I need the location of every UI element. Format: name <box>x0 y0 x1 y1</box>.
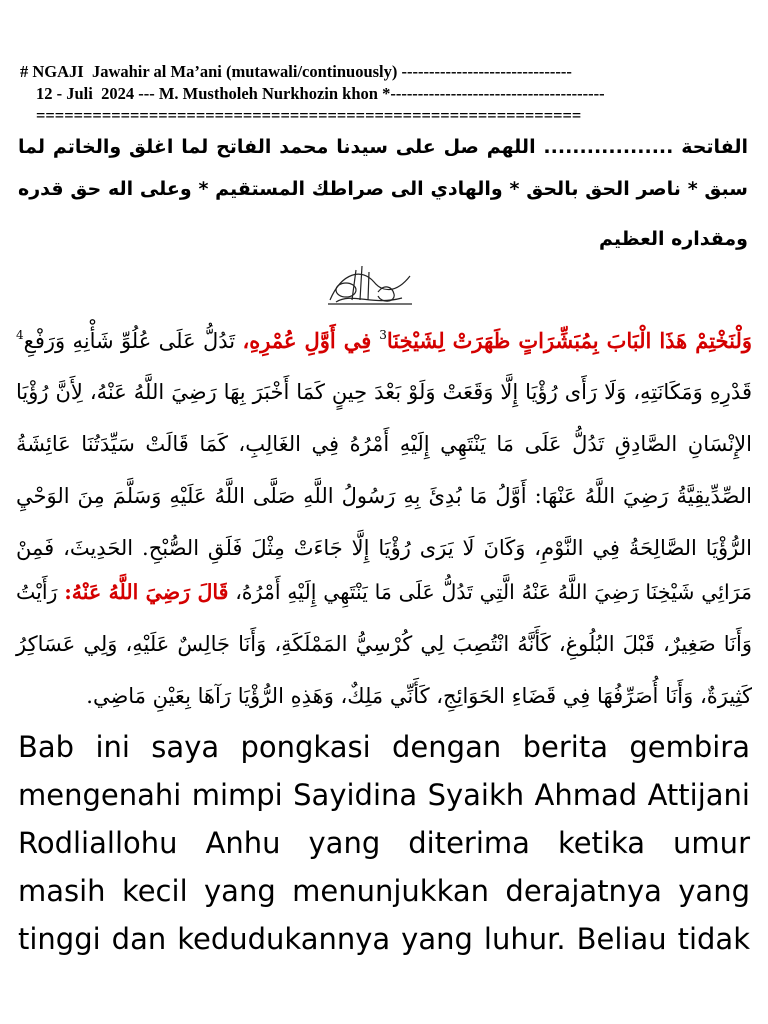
arabic-line-4: الصِّدِّيقِيَّةُ رَضِيَ اللَّهُ عَنْهَا: أَوَّلُ مَا بُدِئَ بِهِ رَسُولُ اللَّهِ صَلَّى اللَّهُ عَلَيْهِ وَسَلَّمَ مِنَ الوَحْيِ <box>16 484 752 508</box>
translation-line-1: Bab ini saya pongkasi dengan berita gembira <box>18 730 750 764</box>
arabic-line-5: الرُّؤْيَا الصَّالِحَةُ فِي النَّوْمِ، وَكَانَ لَا يَرَى رُؤْيَا إِلَّا جَاءَتْ مِثْلَ فَلَقِ الصُّبْحِ. الحَدِيثَ، فَمِنْ <box>16 536 752 560</box>
translation-line-4: masih kecil yang menunjukkan derajatnya yang <box>18 874 750 908</box>
quote-intro: قَالَ رَضِيَ اللَّهُ عَنْهُ: <box>64 580 229 604</box>
arabic-line-6-a: مَرَائِي شَيْخِنَا رَضِيَ اللَّهُ عَنْهُ الَّتِي تَدُلُّ عَلَى مَا يَنْتَهِي إِلَيْهِ أَمْرُهُ، <box>228 580 752 604</box>
header-line-1: # NGAJI Jawahir al Ma’ani (mutawali/continuously) ------------------------------- <box>20 62 572 81</box>
arabic-line-7: وَأَنَا صَغِيرٌ، قَبْلَ البُلُوغِ، كَأَنَّهُ انْتُصِبَ لِي كُرْسِيُّ المَمْلَكَةِ، وَأَنَا جَالِسٌ عَلَيْهِ، وَلِي عَسَاكِرُ <box>16 632 752 656</box>
salawat-line-2: سبق * ناصر الحق بالحق * والهادي الى صراطك المستقيم * وعلى اله حق قدره <box>18 178 748 200</box>
salawat-line-1: الفاتحة .................. اللهم صل على سيدنا محمد الفاتح لما اغلق والخاتم لما <box>18 136 748 158</box>
footnote-4: 4 <box>16 328 24 342</box>
header-line-2: 12 - Juli 2024 --- M. Mustholeh Nurkhozin khon *--------------------------------------- <box>36 84 605 103</box>
chapter-heading: وَلْنَخْتِمْ هَذَا الْبَابَ بِمُبَشِّرَاتٍ ظَهَرَتْ لِشَيْخِنَا <box>386 328 752 353</box>
arabic-line-1 <box>16 328 752 353</box>
translation-line-2: mengenahi mimpi Sayidina Syaikh Ahmad Attijani <box>18 778 750 812</box>
salawat-line-3: ومقداره العظيم <box>598 228 748 250</box>
arabic-line-6-b: رَأَيْتُ <box>16 580 65 604</box>
translation-line-5: tinggi dan kedudukannya yang luhur. Beliau tidak <box>18 922 750 956</box>
arabic-line-2: قَدْرِهِ وَمَكَانَتِهِ، وَلَا رَأَى رُؤْيَا إِلَّا وَقَعَتْ وَلَوْ بَعْدَ حِينٍ كَمَا أَخْبَرَ بِهَا رَضِيَ اللَّهُ عَنْهُ، لِأَنَّ رُؤْيَا <box>16 380 752 404</box>
footnote-3: 3 <box>379 328 387 342</box>
translation-line-3: Rodliallohu Anhu yang diterima ketika umur <box>18 826 750 860</box>
arabic-line-8: كَثِيرَةٌ، وَأَنَا أُصَرِّفُهَا فِي قَضَاءِ الحَوَائِجِ، كَأَنِّي مَلِكٌ، وَهَذِهِ الرُّؤْيَا رَآهَا بِعَيْنِ مَاضِي. <box>86 684 752 708</box>
tughra-seal-icon <box>322 262 418 308</box>
arabic-line-6 <box>16 580 752 604</box>
arabic-line-1-rest: تَدُلُّ عَلَى عُلُوِّ شَأْنِهِ وَرَفْعِ <box>23 329 243 353</box>
chapter-heading-cont: فِي أَوَّلِ عُمْرِهِ، <box>242 328 380 353</box>
header-divider: ========================================================== <box>36 106 582 125</box>
arabic-line-3: الإِنْسَانِ الصَّادِقِ تَدُلُّ عَلَى مَا يَنْتَهِي إِلَيْهِ أَمْرُهُ فِي الغَالِبِ، كَمَا قَالَتْ سَيِّدَتُنَا عَائِشَةُ <box>16 432 752 456</box>
